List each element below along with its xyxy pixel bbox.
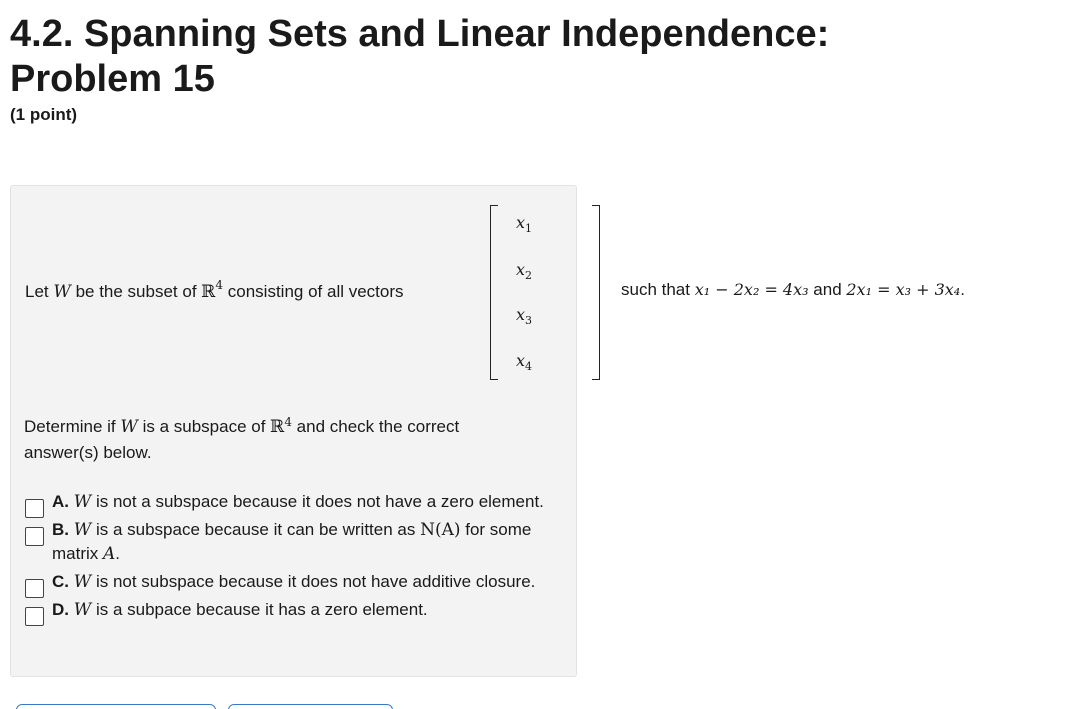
column-vector <box>490 205 600 380</box>
equation-1: x₁ − 2x₂ = 4x₃ <box>694 280 809 299</box>
option-c-text: is not subspace because it does not have additive closure. <box>91 572 536 591</box>
condition-end: . <box>960 280 965 299</box>
option-d: D. W is a subpace because it has a zero element. <box>24 598 544 622</box>
submit-button-edge[interactable] <box>16 704 216 709</box>
option-b-checkbox[interactable] <box>25 527 44 546</box>
option-a-checkbox[interactable] <box>25 499 44 518</box>
intro-text-1: Let <box>25 282 54 301</box>
option-c-checkbox[interactable] <box>25 579 44 598</box>
r-exponent: 4 <box>215 278 224 292</box>
option-a: A. W is not a subspace because it does not have a zero element. <box>24 490 544 514</box>
problem-intro <box>25 278 404 302</box>
w-symbol: W <box>53 282 71 302</box>
option-b: B. W is a subspace because it can be written as N(A) for some matrix A. <box>24 518 544 566</box>
right-bracket <box>592 205 600 380</box>
equation-2: 2x₁ = x₃ + 3x₄ <box>846 280 961 299</box>
intro-text-2: be the subset of <box>70 282 202 301</box>
page-title: 4.2. Spanning Sets and Linear Independence: Problem 15 <box>10 13 830 100</box>
question-prompt: Determine if W is a subspace of ℝ$^4$ and check the correct answer(s) below. <box>24 415 460 462</box>
condition-and: and <box>813 280 847 299</box>
answer-options <box>24 490 544 626</box>
vector-entry-4: $x_4$ <box>516 351 533 374</box>
option-a-text: is not a subspace because it does not have a zero element. <box>91 492 544 511</box>
option-c: C. W is not subspace because it does not have additive closure. <box>24 570 544 594</box>
option-d-text: is a subpace because it has a zero element. <box>91 600 428 619</box>
option-a-letter: A. <box>52 492 69 511</box>
condition-prefix: such that <box>621 280 695 299</box>
secondary-button-edge[interactable] <box>228 704 393 709</box>
left-bracket <box>490 205 498 380</box>
option-b-text: is a subspace because it can be written as <box>91 520 421 539</box>
option-d-letter: D. <box>52 600 69 619</box>
null-space-notation: N(A) <box>420 520 461 540</box>
r-symbol: ℝ <box>201 282 216 302</box>
vector-entry-3: $x_3$ <box>516 305 533 328</box>
intro-text-3: consisting of all vectors <box>223 282 404 301</box>
vector-entry-1: $x_1$ <box>516 213 533 236</box>
option-d-checkbox[interactable] <box>25 607 44 626</box>
vector-entry-2: $x_2$ <box>516 260 533 283</box>
vector-condition <box>621 280 965 300</box>
option-c-letter: C. <box>52 572 69 591</box>
option-b-letter: B. <box>52 520 69 539</box>
points-label: (1 point) <box>10 105 78 124</box>
